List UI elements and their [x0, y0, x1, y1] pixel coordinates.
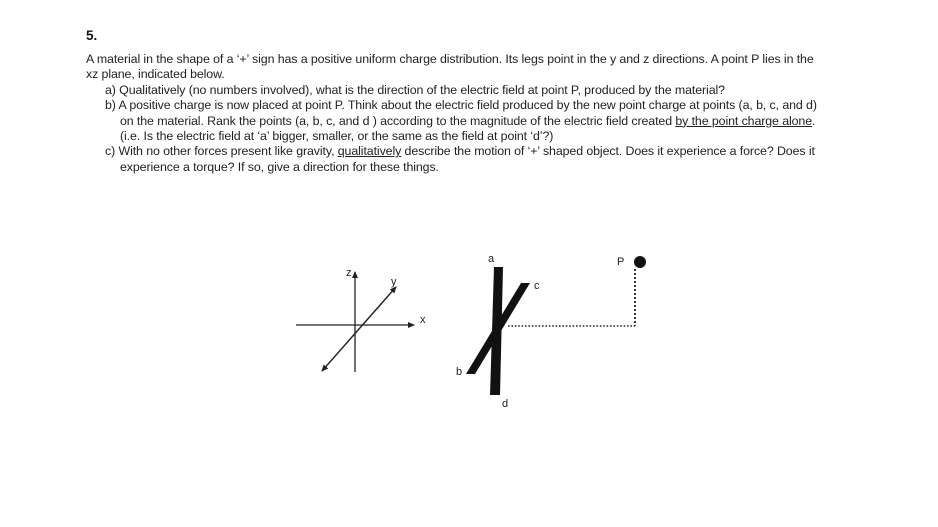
part-b-text: A positive charge is now placed at point P. Think about the electric field produced by the new point charge at points (a, b, c, and d) on the material. Rank the points (a, b, c, and d ) according to the magnitude of the electric field created	[118, 98, 817, 128]
part-b-label: b)	[105, 98, 116, 113]
point-a-label: a	[488, 253, 495, 265]
x-axis-label: x	[420, 314, 426, 326]
point-b-label: b	[456, 366, 463, 378]
point-p-dot	[634, 256, 646, 268]
y-axis-label: y	[391, 276, 397, 288]
point-p-guides	[508, 269, 635, 326]
coordinate-axes	[296, 267, 426, 372]
part-a-label: a)	[105, 82, 116, 97]
plus-shaped-material	[456, 253, 540, 410]
part-b-text-end: . (i.e. Is the electric field at ‘a’ bigger, smaller, or the same as the field at point ‘d’?)	[120, 113, 816, 144]
intro-paragraph: A material in the shape of a ‘+’ sign has a positive uniform charge distribution. Its legs point in the y and z directions. A point P lies in the xz plane, indicated below.	[86, 52, 814, 82]
part-a-text: Qualitatively (no numbers involved), what is the direction of the electric field at point P, produced by the material?	[119, 82, 725, 97]
part-b-underlined: by the point charge alone	[675, 113, 813, 128]
part-c-text-end: describe the motion of ‘+’ shaped object. Does it experience a force? Does it experience a torque? If so, give a direction for these things.	[120, 144, 815, 174]
y-axis-negative	[322, 287, 396, 371]
part-c-text: With no other forces present like gravity,	[118, 144, 338, 159]
point-d-label: d	[502, 398, 509, 410]
part-c-underlined: qualitatively	[337, 144, 402, 159]
point-c-label: c	[534, 280, 540, 292]
point-p-label: P	[617, 256, 625, 268]
question-number: 5.	[86, 28, 98, 43]
z-axis-label: z	[346, 267, 352, 279]
part-c-label: c)	[105, 144, 116, 159]
